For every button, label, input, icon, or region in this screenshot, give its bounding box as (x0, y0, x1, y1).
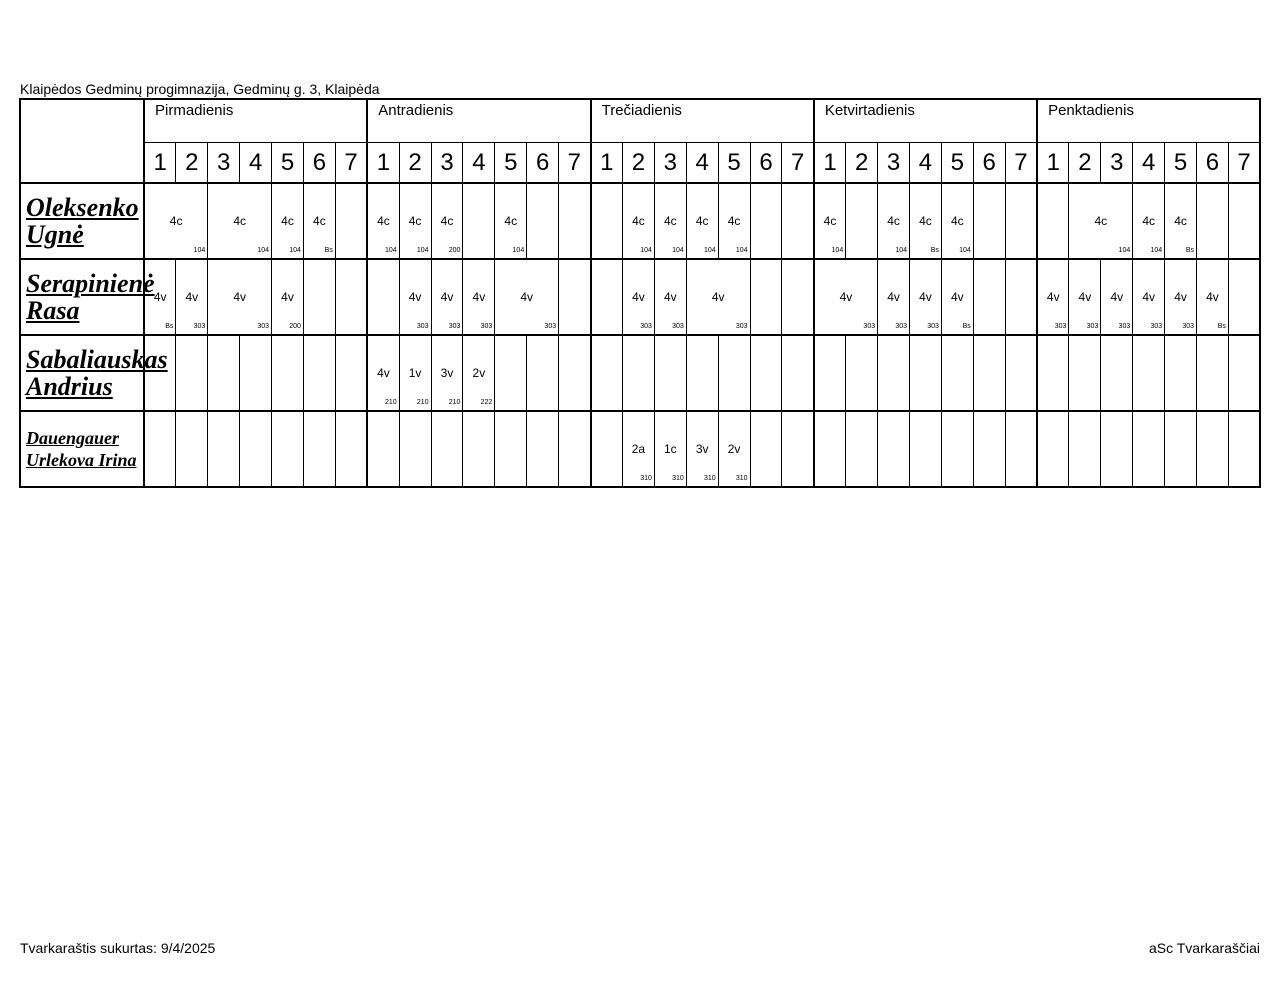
lesson-room: 303 (1182, 323, 1195, 330)
empty-cell (782, 411, 814, 487)
empty-cell (1037, 411, 1069, 487)
empty-cell (622, 335, 654, 411)
lesson-class: 4v (1206, 290, 1219, 304)
lesson-room: 303 (640, 323, 652, 330)
empty-cell (591, 259, 623, 335)
empty-cell (208, 411, 240, 487)
lesson-class: 4c (727, 214, 741, 228)
lesson-class: 4v (950, 290, 964, 304)
lesson-cell (399, 335, 431, 411)
lesson-cell (814, 183, 846, 259)
empty-cell (1133, 335, 1165, 411)
lesson-cell (686, 411, 718, 487)
teacher-row (20, 259, 1260, 335)
lesson-room: 104 (1118, 247, 1131, 254)
period-header: 2 (622, 143, 654, 184)
period-header: 5 (718, 143, 750, 184)
period-header: 6 (973, 143, 1005, 184)
empty-cell (208, 335, 240, 411)
timetable (19, 98, 1261, 488)
lesson-room: 200 (289, 323, 301, 330)
lesson-room: 200 (448, 247, 461, 254)
lesson-class: 4v (1174, 290, 1187, 304)
empty-cell (782, 259, 814, 335)
lesson-class: 4v (1046, 290, 1060, 304)
lesson-class: 4c (823, 214, 837, 228)
lesson-cell (686, 183, 718, 259)
empty-cell (941, 335, 973, 411)
period-header: 7 (559, 143, 591, 184)
empty-cell (750, 411, 782, 487)
lesson-room: 210 (416, 399, 429, 406)
day-header: Pirmadienis (144, 99, 367, 143)
lesson-cell (910, 183, 942, 259)
period-header: 3 (878, 143, 910, 184)
lesson-class: 4c (632, 214, 645, 228)
lesson-class: 4v (1142, 290, 1156, 304)
lesson-cell (941, 259, 973, 335)
lesson-cell (495, 259, 559, 335)
lesson-cell (1165, 259, 1197, 335)
teacher-name: Dauengauer Urlekova Irina (20, 411, 144, 487)
period-header: 4 (910, 143, 942, 184)
lesson-class: 4v (1110, 290, 1124, 304)
period-header: 4 (1133, 143, 1165, 184)
lesson-room: 303 (1118, 323, 1131, 330)
empty-cell (303, 259, 335, 335)
lesson-class: 4c (233, 214, 247, 228)
lesson-class: 2a (631, 442, 646, 456)
empty-cell (782, 335, 814, 411)
lesson-cell (431, 335, 463, 411)
empty-cell (1101, 411, 1133, 487)
lesson-cell (686, 259, 750, 335)
empty-cell (750, 259, 782, 335)
period-header: 2 (399, 143, 431, 184)
lesson-class: 4c (281, 214, 294, 228)
period-header: 1 (367, 143, 399, 184)
empty-cell (335, 335, 367, 411)
lesson-cell (622, 411, 654, 487)
day-header: Ketvirtadienis (814, 99, 1037, 143)
empty-cell (718, 335, 750, 411)
lesson-class: 4v (663, 290, 677, 304)
empty-cell (1005, 259, 1037, 335)
period-header: 5 (272, 143, 304, 184)
period-header: 7 (1005, 143, 1037, 184)
empty-cell (1228, 259, 1260, 335)
lesson-class: 4c (440, 214, 454, 228)
lesson-cell (1069, 183, 1133, 259)
empty-cell (814, 411, 846, 487)
lesson-cell (176, 259, 208, 335)
lesson-class: 3v (695, 442, 709, 456)
day-header: Penktadienis (1037, 99, 1260, 143)
empty-cell (973, 259, 1005, 335)
lesson-class: 4c (695, 214, 709, 228)
period-header: 4 (240, 143, 272, 184)
empty-cell (367, 259, 399, 335)
lesson-room: 303 (544, 323, 557, 330)
empty-cell (591, 183, 623, 259)
lesson-cell (144, 183, 208, 259)
lesson-cell (208, 259, 272, 335)
lesson-class: 4v (472, 290, 486, 304)
lesson-room: 104 (895, 247, 907, 254)
empty-cell (846, 335, 878, 411)
empty-cell (176, 411, 208, 487)
empty-cell (910, 335, 942, 411)
empty-cell (463, 183, 495, 259)
lesson-class: 4v (408, 290, 422, 304)
period-header: 6 (1197, 143, 1229, 184)
lesson-class: 4c (1142, 214, 1156, 228)
empty-cell (846, 183, 878, 259)
lesson-cell (399, 259, 431, 335)
lesson-cell (718, 411, 750, 487)
lesson-room: Bs (165, 323, 174, 330)
empty-cell (272, 411, 304, 487)
period-header: 1 (591, 143, 623, 184)
teacher-row (20, 411, 1260, 487)
empty-cell (1228, 335, 1260, 411)
lesson-class: 2v (472, 366, 486, 380)
period-header: 4 (686, 143, 718, 184)
empty-cell (878, 411, 910, 487)
lesson-class: 4c (663, 214, 677, 228)
day-header: Antradienis (367, 99, 590, 143)
school-header: Klaipėdos Gedminų progimnazija, Gedminų g. 3, Klaipėda (20, 81, 380, 97)
lesson-class: 4c (1094, 214, 1108, 228)
empty-cell (272, 335, 304, 411)
footer-app: aSc Tvarkaraščiai (1148, 940, 1260, 956)
empty-cell (1165, 411, 1197, 487)
lesson-class: 4v (520, 290, 534, 304)
empty-cell (240, 335, 272, 411)
lesson-room: 303 (416, 323, 429, 330)
lesson-room: 310 (703, 475, 716, 482)
empty-cell (240, 411, 272, 487)
teacher-name: Serapinienė Rasa (20, 259, 144, 335)
empty-cell (335, 259, 367, 335)
lesson-room: 104 (640, 247, 652, 254)
period-header: 3 (654, 143, 686, 184)
empty-cell (941, 411, 973, 487)
period-header: 4 (463, 143, 495, 184)
lesson-class: 4v (1078, 290, 1092, 304)
empty-cell (144, 335, 176, 411)
period-header: 2 (846, 143, 878, 184)
lesson-room: Bs (930, 247, 939, 254)
lesson-cell (1069, 259, 1101, 335)
empty-cell (335, 183, 367, 259)
empty-cell (559, 259, 591, 335)
empty-cell (1069, 411, 1101, 487)
empty-cell (1037, 335, 1069, 411)
lesson-cell (272, 183, 304, 259)
empty-cell (335, 411, 367, 487)
empty-cell (686, 335, 718, 411)
empty-cell (1165, 335, 1197, 411)
day-header: Trečiadienis (591, 99, 814, 143)
lesson-cell (495, 183, 527, 259)
lesson-room: 303 (448, 323, 461, 330)
empty-cell (654, 335, 686, 411)
period-header-row (20, 143, 1260, 184)
lesson-class: 1c (663, 442, 677, 456)
lesson-class: 3v (440, 366, 454, 380)
lesson-class: 4v (839, 290, 853, 304)
lesson-cell (1133, 183, 1165, 259)
lesson-cell (272, 259, 304, 335)
period-header: 6 (750, 143, 782, 184)
lesson-cell (144, 259, 176, 335)
empty-cell (1005, 335, 1037, 411)
period-header: 5 (941, 143, 973, 184)
lesson-room: 104 (257, 247, 270, 254)
empty-cell (1228, 411, 1260, 487)
lesson-class: 4v (887, 290, 900, 304)
lesson-class: 4c (377, 214, 390, 228)
lesson-room: 104 (416, 247, 429, 254)
teacher-row (20, 335, 1260, 411)
lesson-room: Bs (1217, 323, 1226, 330)
lesson-class: 4v (185, 290, 199, 304)
lesson-cell (367, 183, 399, 259)
empty-cell (559, 411, 591, 487)
lesson-cell (878, 259, 910, 335)
empty-cell (1133, 411, 1165, 487)
empty-cell (973, 411, 1005, 487)
period-header: 1 (814, 143, 846, 184)
empty-cell (1197, 335, 1229, 411)
empty-cell (750, 335, 782, 411)
lesson-cell (463, 335, 495, 411)
corner-cell (20, 99, 144, 183)
empty-cell (910, 411, 942, 487)
lesson-room: 310 (735, 475, 748, 482)
lesson-room: 222 (480, 399, 493, 406)
empty-cell (463, 411, 495, 487)
empty-cell (495, 411, 527, 487)
empty-cell (973, 183, 1005, 259)
empty-cell (814, 335, 846, 411)
empty-cell (782, 183, 814, 259)
empty-cell (750, 183, 782, 259)
empty-cell (1037, 183, 1069, 259)
empty-cell (527, 183, 559, 259)
lesson-cell (814, 259, 878, 335)
empty-cell (495, 335, 527, 411)
lesson-class: 4c (313, 214, 326, 228)
empty-cell (399, 411, 431, 487)
lesson-cell (1165, 183, 1197, 259)
lesson-room: 310 (672, 475, 684, 482)
lesson-class: 4v (281, 290, 294, 304)
empty-cell (176, 335, 208, 411)
lesson-cell (622, 259, 654, 335)
empty-cell (1197, 183, 1229, 259)
lesson-cell (208, 183, 272, 259)
lesson-room: 104 (703, 247, 716, 254)
period-header: 1 (1037, 143, 1069, 184)
empty-cell (1101, 335, 1133, 411)
empty-cell (431, 411, 463, 487)
period-header: 7 (1228, 143, 1260, 184)
lesson-room: Bs (324, 247, 333, 254)
lesson-cell (431, 183, 463, 259)
teacher-name: Sabaliauskas Andrius (20, 335, 144, 411)
lesson-room: 104 (831, 247, 844, 254)
lesson-class: 4v (440, 290, 454, 304)
lesson-cell (1037, 259, 1069, 335)
period-header: 2 (176, 143, 208, 184)
lesson-class: 4c (1174, 214, 1187, 228)
day-header-row (20, 99, 1260, 143)
lesson-cell (1101, 259, 1133, 335)
lesson-cell (654, 259, 686, 335)
period-header: 2 (1069, 143, 1101, 184)
lesson-room: 104 (289, 247, 301, 254)
lesson-class: 4v (711, 290, 725, 304)
empty-cell (527, 335, 559, 411)
empty-cell (1197, 411, 1229, 487)
lesson-room: 310 (640, 475, 652, 482)
lesson-class: 4v (377, 366, 390, 380)
period-header: 7 (782, 143, 814, 184)
footer-created: Tvarkaraštis sukurtas: 9/4/2025 (20, 940, 216, 956)
empty-cell (1069, 335, 1101, 411)
lesson-cell (878, 183, 910, 259)
lesson-class: 4v (153, 290, 167, 304)
period-header: 5 (1165, 143, 1197, 184)
lesson-cell (1197, 259, 1229, 335)
empty-cell (367, 411, 399, 487)
lesson-room: 303 (895, 323, 907, 330)
lesson-room: 303 (193, 323, 206, 330)
empty-cell (303, 335, 335, 411)
empty-cell (878, 335, 910, 411)
lesson-room: Bs (962, 323, 971, 330)
empty-cell (559, 335, 591, 411)
lesson-room: 303 (480, 323, 493, 330)
lesson-room: 303 (1150, 323, 1163, 330)
lesson-cell (718, 183, 750, 259)
period-header: 6 (303, 143, 335, 184)
empty-cell (1228, 183, 1260, 259)
empty-cell (559, 183, 591, 259)
lesson-class: 4v (233, 290, 247, 304)
lesson-room: 210 (448, 399, 461, 406)
empty-cell (1005, 411, 1037, 487)
lesson-cell (463, 259, 495, 335)
period-header: 5 (495, 143, 527, 184)
teacher-row (20, 183, 1260, 259)
lesson-cell (941, 183, 973, 259)
empty-cell (144, 411, 176, 487)
lesson-room: 104 (193, 247, 206, 254)
lesson-room: 104 (384, 247, 397, 254)
lesson-cell (654, 411, 686, 487)
lesson-room: 104 (512, 247, 525, 254)
lesson-room: 303 (257, 323, 270, 330)
lesson-class: 4c (887, 214, 900, 228)
lesson-room: 303 (672, 323, 684, 330)
lesson-room: Bs (1185, 247, 1195, 254)
empty-cell (527, 411, 559, 487)
period-header: 1 (144, 143, 176, 184)
lesson-class: 4c (169, 214, 183, 228)
lesson-cell (622, 183, 654, 259)
lesson-room: 104 (959, 247, 971, 254)
lesson-class: 4v (919, 290, 932, 304)
lesson-room: 303 (927, 323, 939, 330)
period-header: 7 (335, 143, 367, 184)
lesson-room: 104 (735, 247, 748, 254)
lesson-room: 303 (735, 323, 748, 330)
lesson-class: 4c (950, 214, 964, 228)
lesson-cell (303, 183, 335, 259)
period-header: 3 (1101, 143, 1133, 184)
empty-cell (846, 411, 878, 487)
lesson-cell (1133, 259, 1165, 335)
lesson-cell (367, 335, 399, 411)
lesson-room: 104 (672, 247, 684, 254)
lesson-room: 303 (1086, 323, 1099, 330)
lesson-class: 4c (408, 214, 422, 228)
teacher-name: Oleksenko Ugnė (20, 183, 144, 259)
empty-cell (591, 335, 623, 411)
period-header: 6 (527, 143, 559, 184)
empty-cell (303, 411, 335, 487)
lesson-class: 4c (504, 214, 518, 228)
empty-cell (1005, 183, 1037, 259)
lesson-cell (399, 183, 431, 259)
period-header: 3 (208, 143, 240, 184)
lesson-class: 4c (919, 214, 932, 228)
lesson-cell (654, 183, 686, 259)
lesson-class: 4v (632, 290, 645, 304)
empty-cell (591, 411, 623, 487)
lesson-cell (910, 259, 942, 335)
lesson-room: 210 (384, 399, 397, 406)
lesson-cell (431, 259, 463, 335)
period-header: 3 (431, 143, 463, 184)
lesson-class: 2v (727, 442, 741, 456)
lesson-room: 104 (1150, 247, 1163, 254)
lesson-class: 1v (408, 366, 422, 380)
lesson-room: 303 (863, 323, 876, 330)
lesson-room: 303 (1054, 323, 1067, 330)
empty-cell (973, 335, 1005, 411)
